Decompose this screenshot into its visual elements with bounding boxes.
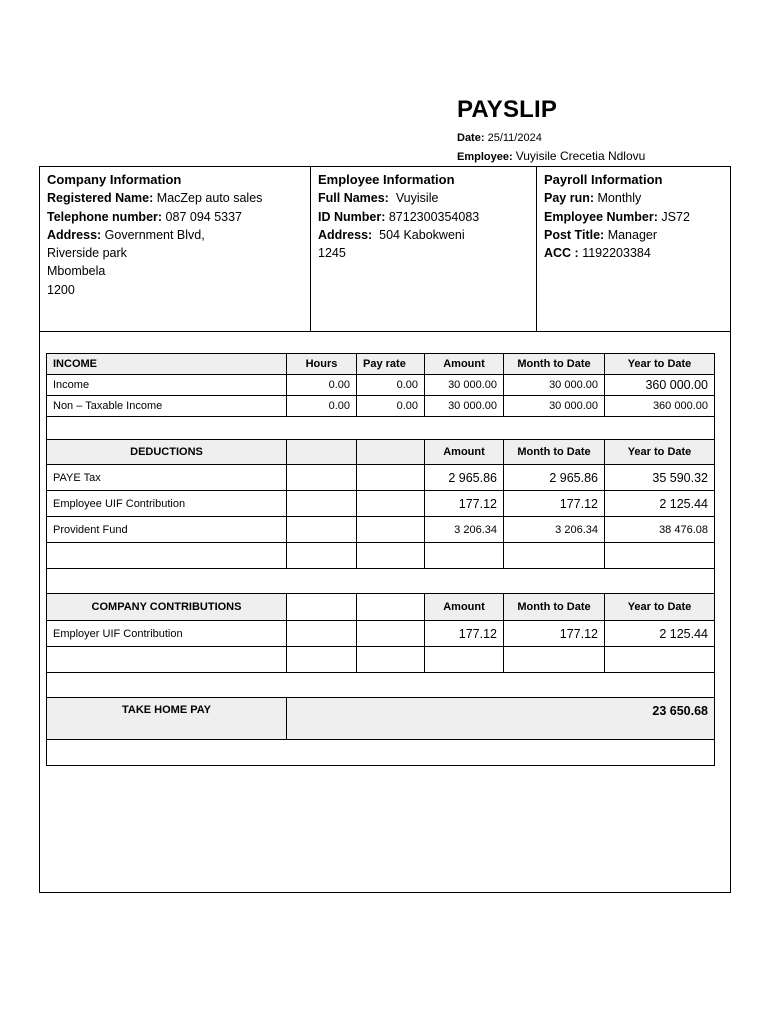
empty-row xyxy=(47,647,715,673)
provident-label: Provident Fund xyxy=(47,517,287,543)
employee-heading: Employee Information xyxy=(318,172,455,187)
payroll-employee-number xyxy=(544,208,725,226)
spacer-row xyxy=(47,673,715,698)
employer-uif-amount: 177.12 xyxy=(425,621,504,647)
company-addr-line4: 1200 xyxy=(47,282,75,297)
employer-uif-month-to-date: 177.12 xyxy=(504,621,605,647)
info-divider xyxy=(40,331,730,332)
year-to-date-header: Year to Date xyxy=(605,354,715,375)
name-label: Full Names: xyxy=(318,191,389,206)
non-taxable-year-to-date: 360 000.00 xyxy=(605,396,715,417)
date-value: 25/11/2024 xyxy=(487,132,542,144)
payroll-information xyxy=(537,167,732,332)
payslip-date xyxy=(457,132,542,144)
payroll-post-title xyxy=(544,226,725,244)
empty-row xyxy=(47,740,715,766)
tel-value: 087 094 5337 xyxy=(165,209,243,224)
income-month-to-date: 30 000.00 xyxy=(504,375,605,396)
page-title: PAYSLIP xyxy=(457,96,558,123)
employee-value: Vuyisile Crecetia Ndlovu xyxy=(515,149,646,163)
hours-header: Hours xyxy=(287,354,357,375)
employer-uif-year-to-date: 2 125.44 xyxy=(605,621,715,647)
company-information xyxy=(40,167,311,332)
take-home-label: TAKE HOME PAY xyxy=(47,698,287,740)
company-heading: Company Information xyxy=(47,172,182,187)
employer-uif-label: Employer UIF Contribution xyxy=(47,621,287,647)
company-address xyxy=(47,226,303,244)
paye-year-to-date: 35 590.32 xyxy=(605,465,715,491)
tel-label: Telephone number: xyxy=(47,209,163,224)
company-addr-label: Address: xyxy=(47,227,102,242)
deductions-mtd-header: Month to Date xyxy=(504,440,605,465)
post-title-label: Post Title: xyxy=(544,227,605,242)
non-taxable-hours: 0.00 xyxy=(287,396,357,417)
month-to-date-header: Month to Date xyxy=(504,354,605,375)
name-value: Vuyisile xyxy=(395,191,439,206)
payroll-acc xyxy=(544,244,725,262)
reg-label: Registered Name: xyxy=(47,191,154,206)
employee-id-number xyxy=(318,208,529,226)
payslip-table xyxy=(46,353,715,766)
employee-label: Employee: xyxy=(457,151,513,163)
payroll-pay-run xyxy=(544,189,725,207)
provident-amount: 3 206.34 xyxy=(425,517,504,543)
post-title-value: Manager xyxy=(607,227,658,242)
income-amount: 30 000.00 xyxy=(425,375,504,396)
take-home-row xyxy=(47,698,715,740)
empno-value: JS72 xyxy=(661,209,690,224)
table-row xyxy=(47,491,715,517)
table-row xyxy=(47,375,715,396)
company-addr-line2: Riverside park xyxy=(47,246,127,261)
contributions-amount-header: Amount xyxy=(425,594,504,621)
company-telephone xyxy=(47,208,303,226)
employee-full-names xyxy=(318,189,529,207)
income-header-row xyxy=(47,354,715,375)
empno-label: Employee Number: xyxy=(544,209,658,224)
deductions-ytd-header: Year to Date xyxy=(605,440,715,465)
paye-label: PAYE Tax xyxy=(47,465,287,491)
company-addr-line3: Mbombela xyxy=(47,264,106,279)
contributions-mtd-header: Month to Date xyxy=(504,594,605,621)
employee-address xyxy=(318,226,529,244)
uif-amount: 177.12 xyxy=(425,491,504,517)
acc-label: ACC : xyxy=(544,246,579,261)
emp-addr-line1: 504 Kabokweni xyxy=(379,227,465,242)
contributions-ytd-header: Year to Date xyxy=(605,594,715,621)
employee-information xyxy=(311,167,537,332)
provident-month-to-date: 3 206.34 xyxy=(504,517,605,543)
company-registered-name xyxy=(47,189,303,207)
contributions-header: COMPANY CONTRIBUTIONS xyxy=(47,594,287,621)
provident-year-to-date: 38 476.08 xyxy=(605,517,715,543)
non-taxable-pay-rate: 0.00 xyxy=(357,396,425,417)
table-row xyxy=(47,517,715,543)
payslip-employee xyxy=(457,149,645,163)
table-row xyxy=(47,465,715,491)
spacer-row xyxy=(47,569,715,594)
income-header: INCOME xyxy=(47,354,287,375)
pay-rate-header: Pay rate xyxy=(357,354,425,375)
empty-row xyxy=(47,543,715,569)
uif-month-to-date: 177.12 xyxy=(504,491,605,517)
paye-amount: 2 965.86 xyxy=(425,465,504,491)
amount-header: Amount xyxy=(425,354,504,375)
payrun-label: Pay run: xyxy=(544,191,595,206)
uif-label: Employee UIF Contribution xyxy=(47,491,287,517)
contributions-header-row xyxy=(47,594,715,621)
emp-addr-label: Address: xyxy=(318,227,373,242)
non-taxable-label: Non – Taxable Income xyxy=(47,396,287,417)
acc-value: 1192203384 xyxy=(582,246,651,261)
income-year-to-date: 360 000.00 xyxy=(605,375,715,396)
deductions-header-row xyxy=(47,440,715,465)
date-label: Date: xyxy=(457,132,485,144)
spacer-row xyxy=(47,417,715,440)
payroll-heading: Payroll Information xyxy=(544,172,663,187)
take-home-value: 23 650.68 xyxy=(287,698,715,740)
income-hours: 0.00 xyxy=(287,375,357,396)
emp-addr-line2: 1245 xyxy=(318,246,346,261)
id-value: 8712300354083 xyxy=(388,209,480,224)
id-label: ID Number: xyxy=(318,209,386,224)
non-taxable-amount: 30 000.00 xyxy=(425,396,504,417)
deductions-header: DEDUCTIONS xyxy=(47,440,287,465)
table-row xyxy=(47,621,715,647)
income-label: Income xyxy=(47,375,287,396)
deductions-amount-header: Amount xyxy=(425,440,504,465)
income-pay-rate: 0.00 xyxy=(357,375,425,396)
company-addr-line1: Government Blvd, xyxy=(104,227,205,242)
paye-month-to-date: 2 965.86 xyxy=(504,465,605,491)
table-row xyxy=(47,396,715,417)
payrun-value: Monthly xyxy=(597,191,642,206)
uif-year-to-date: 2 125.44 xyxy=(605,491,715,517)
reg-value: MacZep auto sales xyxy=(156,191,263,206)
non-taxable-month-to-date: 30 000.00 xyxy=(504,396,605,417)
